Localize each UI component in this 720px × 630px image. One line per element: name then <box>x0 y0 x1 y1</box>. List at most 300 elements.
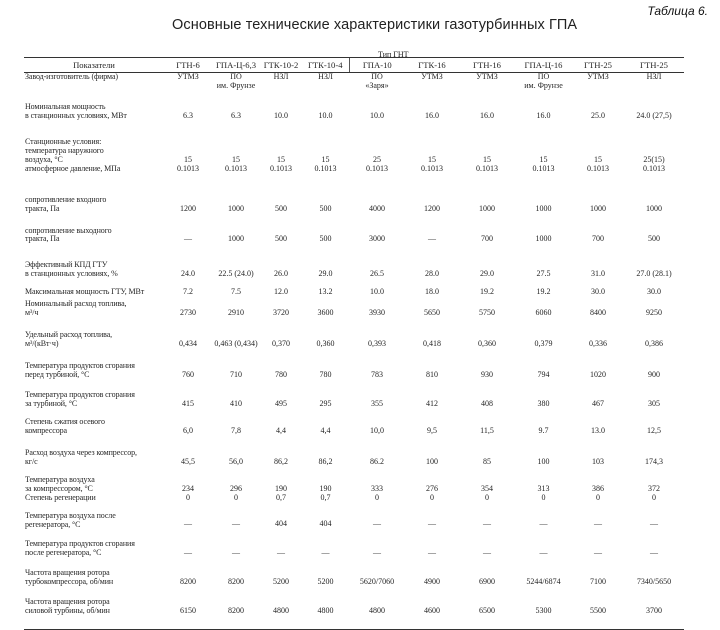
parameter-cell <box>24 103 164 138</box>
value-cell <box>302 300 349 331</box>
value-cell <box>260 196 302 227</box>
value-text: 12,5 <box>647 425 661 435</box>
value-text: 0,463 (0,434) <box>214 339 258 349</box>
value-cell <box>405 476 459 512</box>
value-text: — <box>594 548 602 558</box>
parameter-text: температура наружного <box>25 145 104 155</box>
value-cell <box>572 103 624 138</box>
value-text: 24.0 (27,5) <box>636 110 672 120</box>
value-text: — <box>184 548 192 558</box>
value-text: 4,4 <box>276 425 286 435</box>
value-cell <box>459 540 515 569</box>
value-cell <box>405 512 459 541</box>
header-unit-9: ГТН-25 <box>572 58 624 73</box>
value-text: 13.2 <box>318 288 333 297</box>
value-text: 0.1013 <box>532 163 555 173</box>
value-text: 0 <box>186 492 190 502</box>
value-text: 18.0 <box>425 288 439 297</box>
value-cell <box>459 73 515 104</box>
value-text: 6.3 <box>183 110 193 120</box>
value-cell <box>212 103 260 138</box>
value-cell <box>624 73 684 104</box>
value-cell <box>459 512 515 541</box>
parameter-text: за компрессором, °С <box>25 483 93 493</box>
header-unit-2: ГПА-Ц-6,3 <box>212 58 260 73</box>
header-unit-7: ГТН-16 <box>459 58 515 73</box>
parameter-text: Частота вращения ротора <box>25 569 110 578</box>
value-text: 495 <box>275 398 287 408</box>
value-cell <box>624 103 684 138</box>
value-text: 7.5 <box>231 288 241 297</box>
value-cell <box>572 300 624 331</box>
page-title: Основные технические характеристики газотурбинных ГПА <box>172 17 578 33</box>
parameter-cell <box>24 300 164 331</box>
value-text: 0.1013 <box>587 163 609 173</box>
value-text: 10.0 <box>370 288 384 297</box>
value-cell <box>260 418 302 449</box>
value-cell <box>572 598 624 629</box>
value-text: 0.1013 <box>366 163 388 173</box>
value-cell <box>405 196 459 227</box>
value-text: 0.1013 <box>421 163 443 173</box>
parameter-text: Степень сжатия осевого <box>25 417 105 426</box>
value-text: 780 <box>275 370 287 380</box>
value-text: 16.0 <box>480 110 494 120</box>
value-text: 19.2 <box>480 288 494 297</box>
value-text: 25 <box>373 154 381 164</box>
value-text: 6.3 <box>231 110 241 120</box>
value-text: 0,393 <box>368 339 386 349</box>
value-text: 500 <box>648 234 660 244</box>
value-text: 295 <box>319 398 332 408</box>
value-cell <box>260 261 302 288</box>
value-cell <box>212 362 260 391</box>
value-cell <box>302 331 349 362</box>
value-cell <box>302 418 349 449</box>
value-text: 5650 <box>424 308 440 318</box>
value-cell <box>164 331 212 362</box>
value-cell <box>212 138 260 196</box>
header-unit-4: ГТК-10-4 <box>302 58 349 73</box>
value-cell <box>515 569 572 598</box>
value-text: 19.2 <box>536 288 551 297</box>
value-text: 25.0 <box>591 110 605 120</box>
parameter-text: Удельный расход топлива, <box>25 331 113 340</box>
value-cell <box>302 476 349 512</box>
header-unit-8: ГПА-Ц-16 <box>515 58 572 73</box>
value-text: 0.1013 <box>177 163 199 173</box>
parameter-text: компрессора <box>25 425 67 435</box>
value-text: НЗЛ <box>646 72 662 81</box>
parameter-cell <box>24 261 164 288</box>
parameter-text: Температура продуктов сгорания <box>25 540 135 549</box>
value-text: — <box>483 519 491 529</box>
value-text: 6,0 <box>183 425 193 435</box>
value-text: 190 <box>319 483 332 493</box>
parameter-text: Температура воздуха <box>25 475 95 484</box>
value-cell <box>349 261 405 288</box>
value-cell <box>459 138 515 196</box>
value-text: 0,418 <box>423 339 441 349</box>
value-text: 1000 <box>646 203 662 213</box>
value-cell <box>349 476 405 512</box>
value-cell <box>164 391 212 418</box>
value-text: — <box>594 519 602 529</box>
value-cell <box>405 569 459 598</box>
specs-table-container <box>24 57 684 616</box>
table-row <box>24 300 684 331</box>
value-cell <box>302 540 349 569</box>
value-cell <box>572 449 624 476</box>
value-cell <box>349 391 405 418</box>
value-text: 27.0 (28.1) <box>636 269 672 279</box>
value-text: — <box>650 548 658 558</box>
parameter-cell <box>24 362 164 391</box>
parameter-cell <box>24 227 164 262</box>
value-cell <box>515 261 572 288</box>
value-text: — <box>232 519 240 529</box>
value-text: 100 <box>537 456 550 466</box>
value-text: 5244/6874 <box>526 577 561 587</box>
value-cell <box>349 598 405 629</box>
parameter-cell <box>24 138 164 196</box>
value-cell <box>164 73 212 104</box>
value-cell <box>515 331 572 362</box>
parameter-text: Температура воздуха после <box>25 511 116 520</box>
value-cell <box>302 227 349 262</box>
value-text: 780 <box>319 370 332 380</box>
table-row <box>24 196 684 227</box>
value-cell <box>302 103 349 138</box>
value-text: 8200 <box>228 606 244 616</box>
value-text: 404 <box>275 519 287 529</box>
value-text: 8200 <box>180 577 196 587</box>
value-cell <box>572 196 624 227</box>
value-text: 500 <box>275 234 287 244</box>
value-text: 15 <box>594 154 602 164</box>
value-text: 10.0 <box>370 110 384 120</box>
parameter-text: после регенератора, °С <box>25 548 102 558</box>
value-text: 1000 <box>590 203 606 213</box>
value-text: 354 <box>481 483 493 493</box>
table-row <box>24 73 684 104</box>
value-cell <box>212 331 260 362</box>
value-cell <box>515 73 572 104</box>
value-text: 6900 <box>479 577 495 587</box>
value-cell <box>164 449 212 476</box>
value-cell <box>572 391 624 418</box>
header-parameter: Показатели <box>24 58 164 73</box>
value-text: 26.0 <box>274 269 288 279</box>
table-header-row <box>24 58 684 73</box>
value-text: 500 <box>319 234 332 244</box>
value-cell <box>302 73 349 104</box>
value-text: УТМЗ <box>476 72 498 81</box>
value-cell <box>349 103 405 138</box>
value-cell <box>212 540 260 569</box>
value-text: 408 <box>481 398 493 408</box>
value-text: 1000 <box>228 234 244 244</box>
value-cell <box>515 288 572 300</box>
value-cell <box>349 449 405 476</box>
value-text: НЗЛ <box>273 72 289 81</box>
value-text: 3000 <box>369 234 385 244</box>
value-cell <box>164 300 212 331</box>
value-text: 12.0 <box>274 288 288 297</box>
value-text: 13.0 <box>591 425 605 435</box>
value-text: 0.1013 <box>270 163 292 173</box>
value-text: — <box>483 548 491 558</box>
value-text: 103 <box>592 456 604 466</box>
value-cell <box>164 512 212 541</box>
value-cell <box>212 512 260 541</box>
value-text: 15 <box>483 154 491 164</box>
value-text: 0,7 <box>320 492 331 502</box>
value-cell <box>624 598 684 629</box>
value-text: 85 <box>483 456 491 466</box>
value-text: 0 <box>430 492 434 502</box>
value-cell <box>459 569 515 598</box>
value-text: 0 <box>485 492 489 502</box>
value-cell <box>212 598 260 629</box>
table-row <box>24 476 684 512</box>
value-text: 100 <box>426 456 438 466</box>
value-text: 276 <box>426 483 438 493</box>
parameter-text: Номинальная мощность <box>25 103 106 111</box>
value-cell <box>164 288 212 300</box>
value-cell <box>349 418 405 449</box>
value-text: 1000 <box>228 203 244 213</box>
value-text: 25(15) <box>643 154 665 164</box>
table-row <box>24 288 684 300</box>
value-cell <box>624 288 684 300</box>
value-text: 5750 <box>479 308 495 318</box>
value-text: им. Фрунзе <box>524 80 563 90</box>
value-text: 0,386 <box>645 339 663 349</box>
value-cell <box>572 227 624 262</box>
value-cell <box>405 598 459 629</box>
table-row <box>24 569 684 598</box>
value-text: 0,7 <box>276 492 286 502</box>
value-cell <box>515 418 572 449</box>
table-row <box>24 449 684 476</box>
parameter-cell <box>24 288 164 300</box>
value-text: 1020 <box>590 370 606 380</box>
table-row <box>24 331 684 362</box>
parameter-text: Завод-изготовитель (фирма) <box>25 72 118 81</box>
value-text: НЗЛ <box>318 72 333 81</box>
parameter-text: Частота вращения ротора <box>25 598 110 607</box>
parameter-text: тракта, Па <box>25 203 60 213</box>
value-cell <box>624 300 684 331</box>
value-cell <box>164 196 212 227</box>
value-text: — <box>277 548 285 558</box>
value-text: 3700 <box>646 606 662 616</box>
parameter-text: в станционных условиях, МВт <box>25 110 127 120</box>
table-row <box>24 391 684 418</box>
header-unit-6: ГТК-16 <box>405 58 459 73</box>
parameter-text: Эффективный КПД ГТУ <box>25 261 108 270</box>
value-cell <box>459 261 515 288</box>
value-cell <box>515 391 572 418</box>
value-text: 10.0 <box>318 110 333 120</box>
value-cell <box>405 300 459 331</box>
value-text: 174,3 <box>645 456 663 466</box>
value-cell <box>405 73 459 104</box>
value-cell <box>349 300 405 331</box>
value-cell <box>302 598 349 629</box>
value-text: 190 <box>275 483 287 493</box>
value-cell <box>572 261 624 288</box>
value-cell <box>572 418 624 449</box>
value-text: 7100 <box>590 577 606 587</box>
value-text: 28.0 <box>425 269 439 279</box>
value-text: 0.1013 <box>643 163 665 173</box>
value-cell <box>624 449 684 476</box>
value-text: 6150 <box>180 606 196 616</box>
value-text: 0.1013 <box>476 163 498 173</box>
value-cell <box>212 300 260 331</box>
value-text: 3600 <box>317 308 334 318</box>
value-cell <box>572 512 624 541</box>
value-text: 467 <box>592 398 604 408</box>
value-text: 305 <box>648 398 660 408</box>
value-text: 15 <box>184 154 192 164</box>
value-text: 22.5 (24.0) <box>218 269 254 279</box>
value-text: 0.1013 <box>314 163 337 173</box>
value-text: ПО <box>230 72 242 81</box>
specs-table <box>24 57 684 630</box>
value-cell <box>572 540 624 569</box>
value-cell <box>302 261 349 288</box>
value-text: 900 <box>648 370 660 380</box>
value-cell <box>624 196 684 227</box>
value-cell <box>349 196 405 227</box>
value-text: 355 <box>371 398 383 408</box>
value-cell <box>572 331 624 362</box>
value-text: 1000 <box>535 234 552 244</box>
value-cell <box>349 512 405 541</box>
value-text: 29.0 <box>480 269 494 279</box>
value-cell <box>624 391 684 418</box>
value-cell <box>624 476 684 512</box>
value-text: 700 <box>481 234 493 244</box>
value-text: 5200 <box>273 577 289 587</box>
table-row <box>24 512 684 541</box>
value-text: 5300 <box>535 606 552 616</box>
value-cell <box>260 540 302 569</box>
value-cell <box>212 391 260 418</box>
value-cell <box>624 540 684 569</box>
parameter-text: Степень регенерации <box>25 492 96 502</box>
value-text: 45,5 <box>181 456 195 466</box>
value-text: 500 <box>319 203 332 213</box>
value-text: 4800 <box>317 606 334 616</box>
value-cell <box>260 391 302 418</box>
value-cell <box>624 261 684 288</box>
value-text: 7340/5650 <box>636 577 672 587</box>
value-cell <box>260 512 302 541</box>
parameter-text: сопротивление входного <box>25 195 107 204</box>
value-text: 15 <box>277 154 285 164</box>
value-text: 296 <box>230 483 242 493</box>
value-cell <box>260 476 302 512</box>
value-cell <box>459 449 515 476</box>
value-text: 500 <box>275 203 287 213</box>
parameter-text: Максимальная мощность ГТУ, МВт <box>25 288 145 297</box>
value-text: — <box>428 234 436 244</box>
value-text: 0,360 <box>478 339 496 349</box>
parameter-text: воздуха, °С <box>25 154 63 164</box>
value-text: «Заря» <box>365 80 389 90</box>
value-cell <box>459 418 515 449</box>
value-text: 372 <box>648 483 660 493</box>
value-cell <box>459 476 515 512</box>
value-cell <box>164 598 212 629</box>
value-cell <box>260 103 302 138</box>
value-cell <box>349 569 405 598</box>
value-cell <box>260 449 302 476</box>
value-text: 700 <box>592 234 604 244</box>
value-text: УТМЗ <box>177 72 199 81</box>
value-cell <box>260 227 302 262</box>
value-cell <box>212 288 260 300</box>
value-text: 8200 <box>228 577 244 587</box>
value-cell <box>624 418 684 449</box>
value-cell <box>515 512 572 541</box>
value-cell <box>515 227 572 262</box>
table-row <box>24 103 684 138</box>
value-cell <box>515 103 572 138</box>
parameter-cell <box>24 331 164 362</box>
type-group-label: Тип ГНТ <box>378 50 409 59</box>
value-text: 0 <box>596 492 600 502</box>
table-row <box>24 362 684 391</box>
value-cell <box>405 418 459 449</box>
value-cell <box>515 540 572 569</box>
value-cell <box>212 449 260 476</box>
value-cell <box>624 362 684 391</box>
value-cell <box>212 261 260 288</box>
table-row <box>24 138 684 196</box>
value-text: 30.0 <box>647 288 661 297</box>
parameter-text: Станционные условия: <box>25 137 102 146</box>
value-text: — <box>373 548 381 558</box>
value-cell <box>164 103 212 138</box>
value-cell <box>164 569 212 598</box>
value-text: 0,370 <box>272 339 290 349</box>
parameter-text: м³/(кВт·ч) <box>25 339 59 349</box>
table-row <box>24 261 684 288</box>
value-text: 1200 <box>424 203 440 213</box>
parameter-text: силовой турбины, об/мин <box>25 606 110 616</box>
value-cell <box>515 476 572 512</box>
value-cell <box>515 196 572 227</box>
value-cell <box>260 362 302 391</box>
value-text: 6500 <box>479 606 495 616</box>
value-cell <box>260 300 302 331</box>
header-unit-5: ГПА-10 <box>349 58 405 73</box>
value-text: 380 <box>537 398 550 408</box>
value-cell <box>624 227 684 262</box>
value-text: 0 <box>375 492 379 502</box>
parameter-text: тракта, Па <box>25 234 60 244</box>
value-cell <box>349 138 405 196</box>
value-cell <box>459 598 515 629</box>
value-cell <box>624 512 684 541</box>
value-cell <box>405 362 459 391</box>
value-cell <box>624 138 684 196</box>
